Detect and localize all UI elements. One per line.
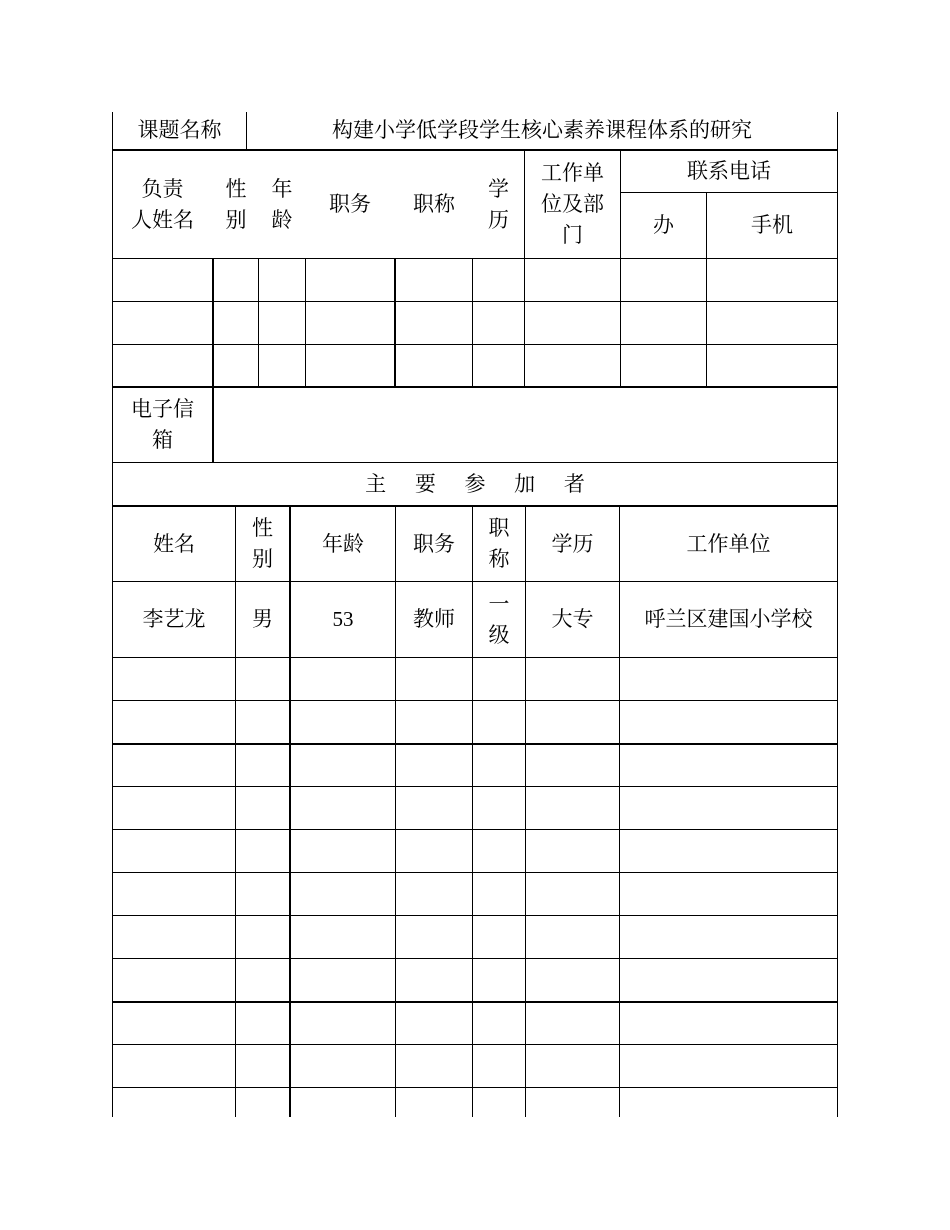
email-label-line2: 箱 bbox=[152, 428, 173, 452]
topic-label: 课题名称 bbox=[137, 118, 222, 142]
participant-empty-row bbox=[113, 1003, 837, 1044]
participant-1-rank bbox=[473, 582, 525, 657]
leader-office-phone-header: 办 bbox=[653, 213, 674, 237]
leader-education-header-line1: 学 bbox=[488, 176, 509, 201]
participant-1-gender: 男 bbox=[252, 607, 273, 631]
participant-age-header: 年龄 bbox=[322, 531, 364, 556]
participant-1-education: 大专 bbox=[551, 607, 594, 631]
leader-education-header bbox=[473, 151, 524, 258]
participant-unit-header: 工作单位 bbox=[686, 531, 771, 556]
participant-1-rank-line2: 级 bbox=[488, 622, 510, 647]
leader-age-header-line1: 年 bbox=[271, 176, 293, 201]
leader-gender-header-line1: 性 bbox=[225, 176, 247, 201]
participant-empty-row bbox=[113, 873, 837, 915]
participant-empty-row bbox=[113, 830, 837, 872]
participant-empty-row bbox=[113, 916, 837, 958]
participant-empty-row bbox=[113, 745, 837, 786]
participant-empty-row bbox=[113, 1088, 837, 1117]
participant-rank-header-line2: 称 bbox=[488, 547, 510, 571]
participant-1-unit: 呼兰区建国小学校 bbox=[644, 607, 813, 631]
leader-age-header bbox=[259, 151, 305, 258]
leader-mobile-header: 手机 bbox=[751, 213, 793, 237]
leader-rank-header: 职称 bbox=[413, 192, 455, 216]
leader-unit-header-line2: 位及部 bbox=[541, 192, 604, 216]
leader-gender-header-line2: 别 bbox=[225, 207, 247, 232]
leader-row-2 bbox=[113, 302, 837, 344]
participant-name-header: 姓名 bbox=[153, 531, 195, 556]
participant-1-position: 教师 bbox=[413, 607, 455, 631]
participant-1-age: 53 bbox=[332, 607, 354, 631]
participant-education-header: 学历 bbox=[551, 531, 594, 556]
participant-empty-row bbox=[113, 658, 837, 700]
leader-row-1 bbox=[113, 259, 837, 301]
leader-unit-header-line1: 工作单 bbox=[541, 161, 604, 185]
leader-name-header-line1: 负责 bbox=[141, 176, 184, 201]
leader-age-header-line2: 龄 bbox=[271, 207, 293, 232]
leader-name-header bbox=[113, 151, 212, 258]
participant-gender-header-line1: 性 bbox=[252, 516, 273, 540]
leader-name-header-line2: 人姓名 bbox=[131, 207, 194, 232]
participant-gender-header bbox=[236, 507, 289, 581]
participant-position-header: 职务 bbox=[413, 531, 455, 556]
participant-rank-header bbox=[473, 507, 525, 581]
participant-empty-row bbox=[113, 701, 837, 743]
email-label bbox=[113, 388, 212, 462]
leader-unit-header-line3: 门 bbox=[562, 223, 583, 247]
leader-education-header-line2: 历 bbox=[488, 207, 509, 232]
leader-gender-header bbox=[214, 151, 258, 258]
participant-empty-row bbox=[113, 959, 837, 1001]
leader-position-header: 职务 bbox=[329, 192, 371, 216]
email-label-line1: 电子信 bbox=[131, 397, 194, 421]
email-value bbox=[214, 388, 837, 462]
leader-unit-header bbox=[525, 151, 620, 258]
topic-title: 构建小学低学段学生核心素养课程体系的研究 bbox=[332, 118, 752, 142]
participants-title: 主 要 参 加 者 bbox=[365, 471, 585, 496]
participant-rank-header-line1: 职 bbox=[488, 516, 510, 540]
leader-phone-header: 联系电话 bbox=[687, 159, 771, 183]
participant-empty-row bbox=[113, 787, 837, 829]
participant-gender-header-line2: 别 bbox=[252, 547, 273, 571]
leader-row-3 bbox=[113, 345, 837, 386]
participant-1-rank-line1: 一 bbox=[488, 591, 510, 616]
participant-1-name: 李艺龙 bbox=[142, 607, 206, 631]
participant-empty-row bbox=[113, 1045, 837, 1087]
